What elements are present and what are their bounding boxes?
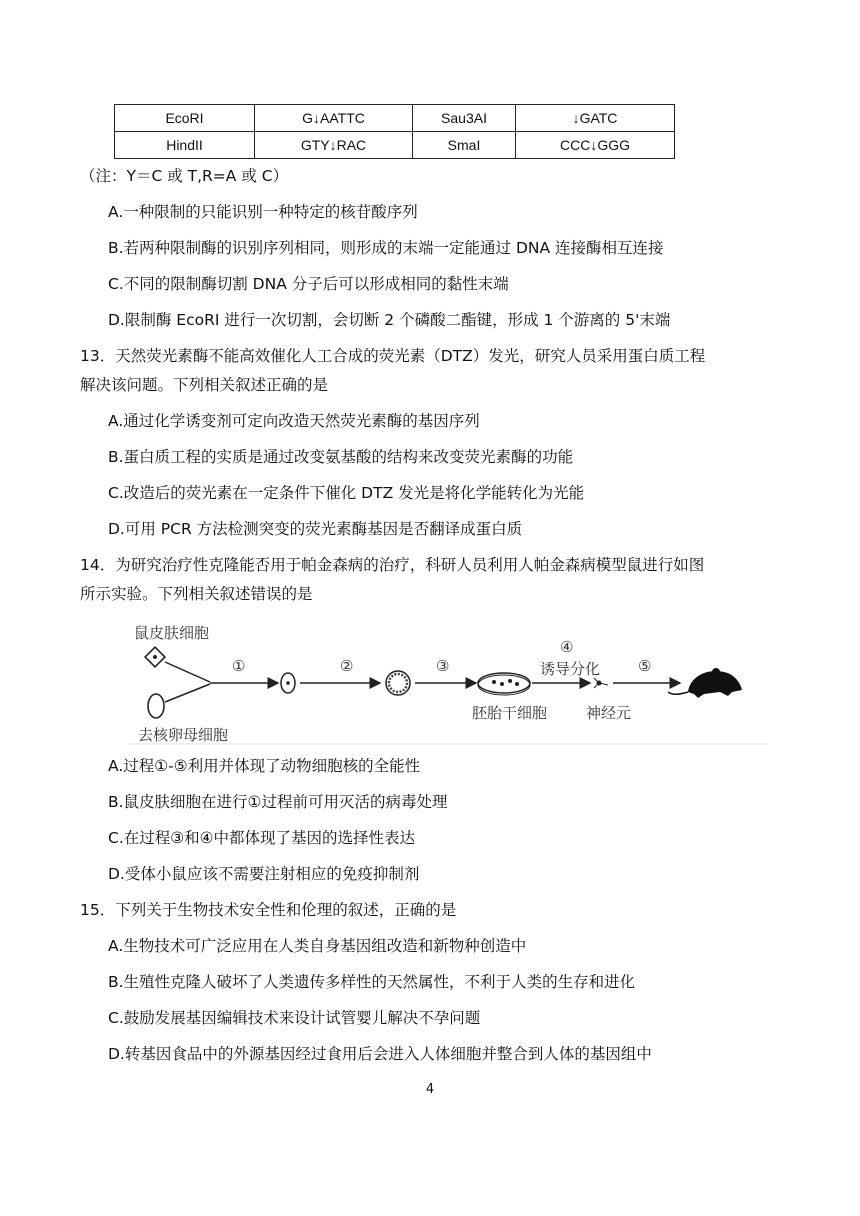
page-number: 4 — [425, 1082, 435, 1097]
table-cell: HindII — [115, 132, 255, 159]
table-note: （注：Y＝C 或 T,R=A 或 C） — [80, 167, 289, 185]
label-step3: ③ — [436, 657, 450, 675]
restriction-enzyme-table — [114, 104, 675, 159]
q14-stem-line2: 所示实验。下列相关叙述错误的是 — [80, 585, 313, 603]
q15-option-a: A.生物技术可广泛应用在人类自身基因组改造和新物种创造中 — [108, 937, 527, 955]
table-cell: EcoRI — [115, 105, 255, 132]
converge-line-bottom — [165, 684, 210, 702]
q13-stem-line2: 解决该问题。下列相关叙述正确的是 — [80, 376, 329, 394]
label-embryonic-stem-cell: 胚胎干细胞 — [472, 704, 548, 722]
table-cell: GTY↓RAC — [255, 132, 413, 159]
oocyte-shape — [148, 694, 164, 718]
q14-option-b: B.鼠皮肤细胞在进行①过程前可用灭活的病毒处理 — [108, 793, 448, 811]
q15-option-b: B.生殖性克隆人破坏了人类遗传多样性的天然属性，不利于人类的生存和进化 — [108, 973, 636, 991]
table-cell: CCC↓GGG — [516, 132, 675, 159]
q15-stem: 15．下列关于生物技术安全性和伦理的叙述，正确的是 — [80, 901, 457, 919]
q13-option-b: B.蛋白质工程的实质是通过改变氨基酸的结构来改变荧光素酶的功能 — [108, 448, 574, 466]
label-skin-cell: 鼠皮肤细胞 — [134, 624, 210, 642]
label-step4: ④ — [560, 638, 574, 656]
table-row — [115, 105, 675, 132]
skin-cell-shape — [145, 647, 165, 667]
label-step5: ⑤ — [638, 657, 652, 675]
q13-option-d: D.可用 PCR 方法检测突变的荧光素酶基因是否翻译成蛋白质 — [108, 520, 523, 538]
q12-option-b: B.若两种限制酶的识别序列相同，则形成的末端一定能通过 DNA 连接酶相互连接 — [108, 239, 664, 257]
q12-option-a: A.一种限制的只能识别一种特定的核苷酸序列 — [108, 203, 418, 221]
petri-dish-shape — [478, 673, 530, 695]
q12-option-d: D.限制酶 EcoRI 进行一次切割，会切断 2 个磷酸二酯键，形成 1 个游离的 5'末端 — [108, 311, 671, 329]
q13-option-a: A.通过化学诱变剂可定向改造天然荧光素酶的基因序列 — [108, 412, 480, 430]
q14-option-c: C.在过程③和④中都体现了基因的选择性表达 — [108, 829, 416, 847]
neuron-shape — [594, 678, 608, 688]
label-induce-differentiation: 诱导分化 — [540, 660, 601, 678]
cloning-process-figure — [128, 612, 768, 747]
q15-option-d: D.转基因食品中的外源基因经过食用后会进入人体细胞并整合到人体的基因组中 — [108, 1045, 652, 1063]
table-cell: Sau3AI — [413, 105, 516, 132]
q13-stem-line1: 13．天然荧光素酶不能高效催化人工合成的荧光素（DTZ）发光，研究人员采用蛋白质工程 — [80, 347, 706, 365]
q15-option-c: C.鼓励发展基因编辑技术来设计试管婴儿解决不孕问题 — [108, 1009, 481, 1027]
q14-option-d: D.受体小鼠应该不需要注射相应的免疫抑制剂 — [108, 865, 420, 883]
table-cell: SmaI — [413, 132, 516, 159]
label-neuron: 神经元 — [586, 704, 632, 722]
label-oocyte: 去核卵母细胞 — [138, 726, 229, 744]
label-step2: ② — [340, 657, 354, 675]
converge-line-top — [165, 662, 210, 682]
table-cell: G↓AATTC — [255, 105, 413, 132]
table-cell: ↓GATC — [516, 105, 675, 132]
label-step1: ① — [232, 657, 246, 675]
q13-option-c: C.改造后的荧光素在一定条件下催化 DTZ 发光是将化学能转化为光能 — [108, 484, 585, 502]
q12-option-c: C.不同的限制酶切割 DNA 分子后可以形成相同的黏性末端 — [108, 275, 509, 293]
table-row — [115, 132, 675, 159]
q14-option-a: A.过程①-⑤利用并体现了动物细胞核的全能性 — [108, 757, 421, 775]
q14-stem-line1: 14．为研究治疗性克隆能否用于帕金森病的治疗，科研人员利用人帕金森病模型鼠进行如图 — [80, 556, 705, 574]
blastocyst-shape — [386, 671, 410, 695]
